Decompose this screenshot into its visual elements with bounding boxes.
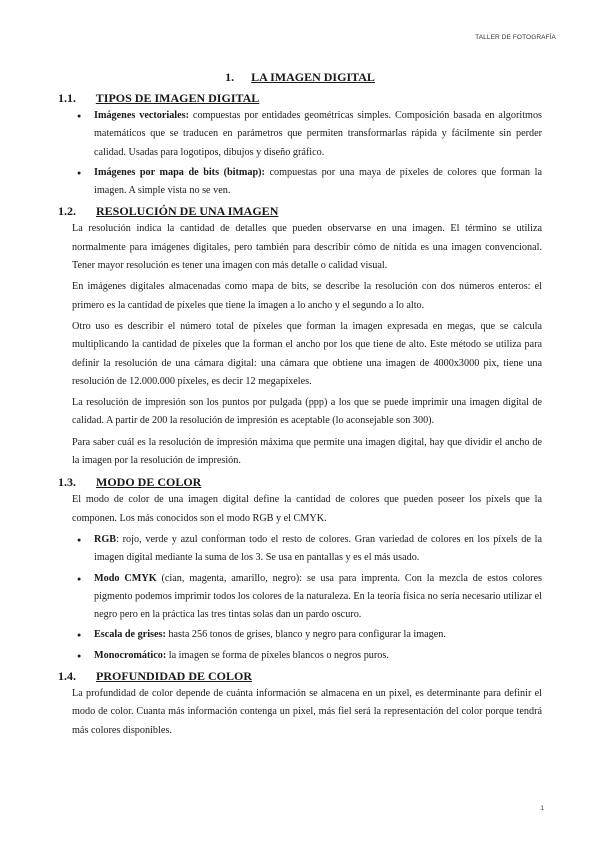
paragraph: La profundidad de color depende de cuánta información se almacena en un pixel, es determinante para definir el modo de color. Cuanta más información contenga un pixel, más fiel será la representación del color porque tendrá más colores disponibles. bbox=[72, 688, 542, 736]
bullet-list bbox=[72, 531, 542, 665]
bullet-text: la imagen se forma de píxeles blancos o negros puros. bbox=[166, 649, 389, 661]
bullet-text: hasta 256 tonos de grises, blanco y negro para configurar la imagen. bbox=[165, 629, 446, 641]
section-title: RESOLUCIÓN DE UNA IMAGEN bbox=[96, 204, 279, 219]
list-item bbox=[72, 107, 542, 162]
title-number: 1. bbox=[225, 70, 235, 84]
bullet-term: Modo CMYK bbox=[94, 572, 157, 584]
paragraph: En imágenes digitales almacenadas como mapa de bits, se describe la resolución con dos números enteros: el primero es la cantidad de píxeles que tiene la imagen a lo ancho y el segundo a lo alto. bbox=[72, 281, 542, 311]
section-title: MODO DE COLOR bbox=[96, 475, 202, 490]
paragraph: Para saber cuál es la resolución de impresión máxima que permite una imagen digital, hay que dividir el ancho de la imagen por la resolución de impresión. bbox=[72, 436, 542, 467]
page-number: 1 bbox=[540, 805, 544, 812]
bullet-text: (cian, magenta, amarillo, negro): se usa para imprenta. Con la mezcla de estos colores pigmento podemos imprimir todos los colores de la naturaleza. En la teoría física no sería necesario utilizar el negro pero en la práctica las tres tintas solas dan un pardo oscuro. bbox=[94, 572, 542, 621]
bullet-term: RGB bbox=[94, 533, 117, 545]
section-title: TIPOS DE IMAGEN DIGITAL bbox=[95, 91, 260, 105]
section-number: 1.1. bbox=[58, 91, 76, 105]
paragraph: La resolución de impresión son los puntos por pulgada (ppp) a los que se puede imprimir una imagen digital de calidad. A partir de 200 la resolución de impresión es aceptable (lo aconsejable son 300). bbox=[72, 397, 542, 427]
bullet-term: Imágenes vectoriales: bbox=[94, 110, 190, 121]
section-heading bbox=[58, 89, 542, 107]
list-item bbox=[72, 531, 542, 568]
section-heading bbox=[58, 202, 542, 220]
list-item bbox=[72, 647, 542, 665]
paragraph: La resolución indica la cantidad de detalles que pueden observarse en una imagen. El término se utiliza normalmente para imágenes digitales, pero también para describir cómo de nítida es una imagen convencional. Tener mayor resolución es tener una imagen con más detalle o calidad visual. bbox=[72, 223, 542, 272]
section-number: 1.3. bbox=[58, 475, 76, 490]
bullet-text: compuestas por una maya de píxeles de colores que forman la imagen. A simple vista no se ven. bbox=[94, 166, 542, 197]
document-title bbox=[58, 70, 542, 85]
paragraph: El modo de color de una imagen digital define la cantidad de colores que pueden poseer los píxels que la componen. Los más conocidos son el modo RGB y el CMYK. bbox=[72, 494, 542, 524]
section-title: PROFUNDIDAD DE COLOR bbox=[96, 669, 252, 684]
list-item bbox=[72, 626, 542, 644]
section-number: 1.2. bbox=[58, 204, 76, 219]
bullet-term: Monocromático: bbox=[94, 649, 167, 661]
section-heading bbox=[58, 667, 542, 685]
bullet-term: Imágenes por mapa de bits (bitmap): bbox=[94, 166, 265, 178]
section-number: 1.4. bbox=[58, 669, 76, 684]
list-item bbox=[72, 570, 542, 625]
paragraph: Otro uso es describir el número total de píxeles que forman la imagen expresada en megas, que se calcula multiplicando la cantidad de píxeles que la forman el ancho por los que tiene de alto. Este método se utiliza para definir la resolución de una cámara digital: una cámara que obtiene una imagen de 4000x3000 pix, tiene una resolución de 12.000.000 píxeles, es decir 12 megapíxeles. bbox=[72, 320, 542, 387]
bullet-text: compuestas por entidades geométricas simples. Composición basada en algoritmos matemáticos que se traducen en parámetros que permiten transformarlas rápida y fácilmente sin perder calidad. Usadas para logotipos, dibujos y diseño gráfico. bbox=[94, 110, 543, 158]
section-heading bbox=[58, 473, 542, 491]
bullet-text: : rojo, verde y azul conforman todo el resto de colores. Gran variedad de colores en los píxels de la imagen digital mediante la suma de los 3. Se usa en pantallas y es el más usado. bbox=[94, 533, 542, 564]
running-header: TALLER DE FOTOGRAFÍA bbox=[475, 34, 556, 41]
bullet-list bbox=[72, 107, 542, 200]
title-text: LA IMAGEN DIGITAL bbox=[251, 70, 375, 84]
document-page bbox=[58, 70, 542, 743]
bullet-term: Escala de grises: bbox=[94, 629, 166, 641]
list-item bbox=[72, 164, 542, 201]
